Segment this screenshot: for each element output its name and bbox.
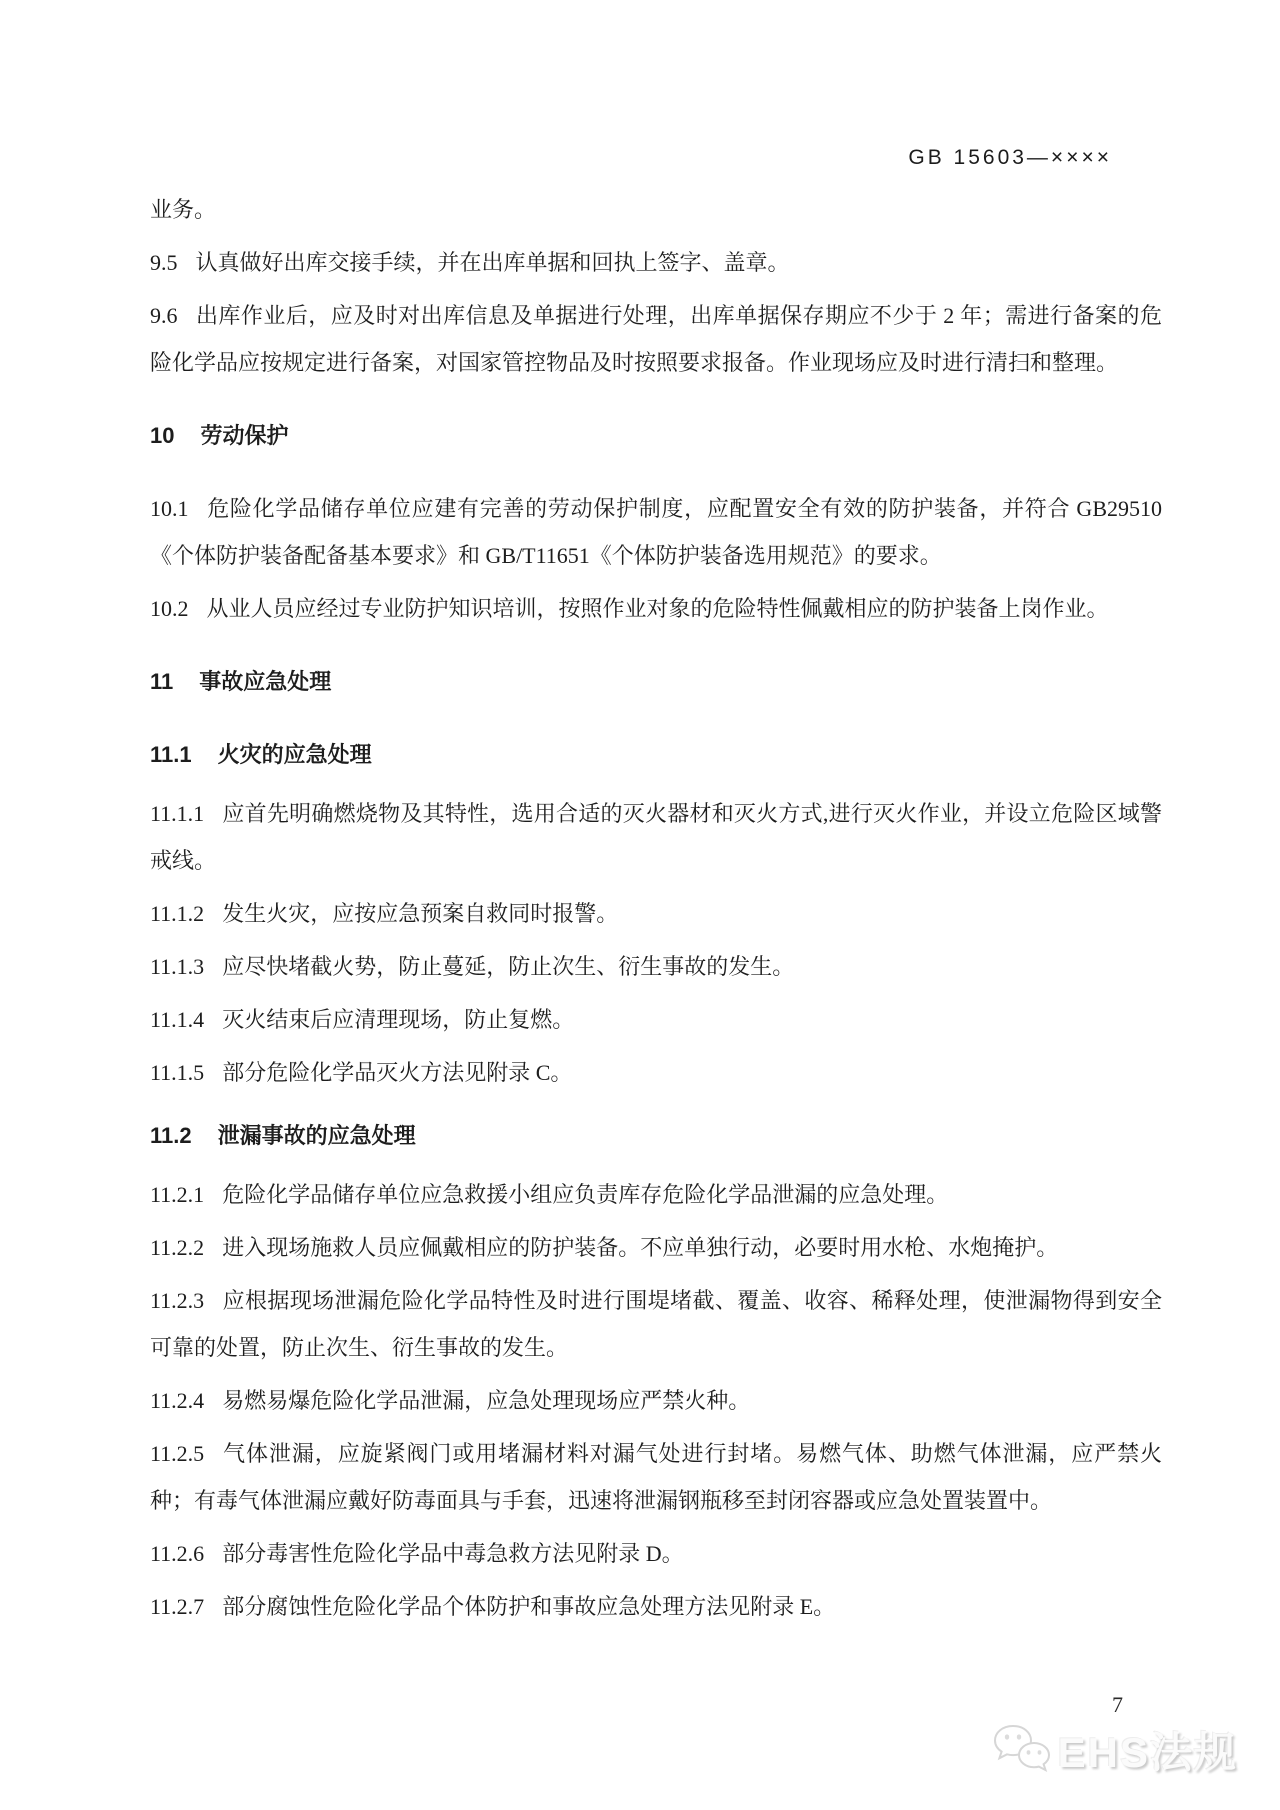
clause-10-2 — [150, 585, 1162, 632]
clause-number: 11.1.3 — [150, 954, 205, 979]
clause-text: 危险化学品储存单位应建有完善的劳动保护制度，应配置安全有效的防护装备，并符合 GB29510《个体防护装备配备基本要求》和 GB/T11651《个体防护装备选用规范》的要求。 — [150, 496, 1162, 568]
clause-10-1 — [150, 485, 1162, 579]
clause-11-2-1 — [150, 1171, 1162, 1218]
clause-number: 11.1.2 — [150, 901, 205, 926]
clause-11-2-5 — [150, 1430, 1162, 1524]
clause-11-2-7 — [150, 1583, 1162, 1630]
clause-number: 9.5 — [150, 250, 178, 275]
clause-11-1-3 — [150, 943, 1162, 990]
section-title: 泄漏事故的应急处理 — [217, 1123, 416, 1148]
section-number: 11.2 — [150, 1123, 192, 1148]
clause-number: 11.1.1 — [150, 801, 205, 826]
clause-number: 9.6 — [150, 303, 178, 328]
clause-11-2-2 — [150, 1224, 1162, 1271]
section-title: 劳动保护 — [200, 423, 289, 448]
clause-11-1-4 — [150, 996, 1162, 1043]
clause-11-1-5 — [150, 1049, 1162, 1096]
clause-number: 11.2.4 — [150, 1388, 205, 1413]
clause-number: 10.1 — [150, 496, 189, 521]
clause-text: 部分毒害性危险化学品中毒急救方法见附录 D。 — [222, 1541, 684, 1566]
clause-text: 危险化学品储存单位应急救援小组应负责库存危险化学品泄漏的应急处理。 — [222, 1182, 949, 1207]
clause-text: 易燃易爆危险化学品泄漏，应急处理现场应严禁火种。 — [222, 1388, 751, 1413]
document-body — [150, 186, 1162, 1636]
section-number: 11 — [150, 669, 174, 694]
clause-text: 部分危险化学品灭火方法见附录 C。 — [222, 1060, 573, 1085]
subsection-heading-11-1 — [150, 731, 1162, 778]
page-number: 7 — [1112, 1692, 1123, 1717]
section-heading-10 — [150, 412, 1162, 459]
wechat-icon — [992, 1723, 1052, 1777]
clause-number: 11.1.4 — [150, 1007, 205, 1032]
clause-number: 10.2 — [150, 596, 189, 621]
clause-9-5 — [150, 239, 1162, 286]
clause-number: 11.2.7 — [150, 1594, 205, 1619]
clause-text: 从业人员应经过专业防护知识培训，按照作业对象的危险特性佩戴相应的防护装备上岗作业。 — [206, 596, 1109, 621]
clause-text: 部分腐蚀性危险化学品个体防护和事故应急处理方法见附录 E。 — [222, 1594, 836, 1619]
clause-number: 11.2.6 — [150, 1541, 205, 1566]
clause-text: 气体泄漏，应旋紧阀门或用堵漏材料对漏气处进行封堵。易燃气体、助燃气体泄漏，应严禁火种；有毒气体泄漏应戴好防毒面具与手套，迅速将泄漏钢瓶移至封闭容器或应急处置装置中。 — [150, 1441, 1162, 1513]
paragraph-continuation — [150, 186, 1162, 233]
clause-number: 11.2.2 — [150, 1235, 205, 1260]
clause-11-2-4 — [150, 1377, 1162, 1424]
clause-11-1-2 — [150, 890, 1162, 937]
clause-text: 认真做好出库交接手续，并在出库单据和回执上签字、盖章。 — [195, 250, 790, 275]
clause-number: 11.1.5 — [150, 1060, 205, 1085]
section-heading-11 — [150, 658, 1162, 705]
standard-code-header: GB 15603—×××× — [908, 146, 1112, 169]
clause-text: 业务。 — [150, 197, 217, 222]
clause-number: 11.2.1 — [150, 1182, 205, 1207]
clause-9-6 — [150, 292, 1162, 386]
subsection-heading-11-2 — [150, 1112, 1162, 1159]
watermark — [992, 1720, 1238, 1780]
clause-text: 进入现场施救人员应佩戴相应的防护装备。不应单独行动，必要时用水枪、水炮掩护。 — [222, 1235, 1059, 1260]
clause-text: 出库作业后，应及时对出库信息及单据进行处理，出库单据保存期应不少于 2 年；需进行备案的危险化学品应按规定进行备案，对国家管控物品及时按照要求报备。作业现场应及时进行清扫和整理。 — [150, 303, 1162, 375]
clause-text: 发生火灾，应按应急预案自救同时报警。 — [222, 901, 619, 926]
clause-text: 应首先明确燃烧物及其特性，选用合适的灭火器材和灭火方式,进行灭火作业，并设立危险区域警戒线。 — [150, 801, 1162, 873]
clause-11-1-1 — [150, 790, 1162, 884]
clause-text: 应尽快堵截火势，防止蔓延，防止次生、衍生事故的发生。 — [222, 954, 795, 979]
section-number: 11.1 — [150, 742, 192, 767]
section-title: 火灾的应急处理 — [217, 742, 372, 767]
clause-11-2-3 — [150, 1277, 1162, 1371]
section-title: 事故应急处理 — [199, 669, 332, 694]
clause-11-2-6 — [150, 1530, 1162, 1577]
clause-text: 应根据现场泄漏危险化学品特性及时进行围堤堵截、覆盖、收容、稀释处理，使泄漏物得到安全可靠的处置，防止次生、衍生事故的发生。 — [150, 1288, 1162, 1360]
clause-text: 灭火结束后应清理现场，防止复燃。 — [222, 1007, 575, 1032]
clause-number: 11.2.5 — [150, 1441, 205, 1466]
clause-number: 11.2.3 — [150, 1288, 205, 1313]
section-number: 10 — [150, 423, 175, 448]
watermark-label: EHS法规 — [1057, 1729, 1238, 1776]
